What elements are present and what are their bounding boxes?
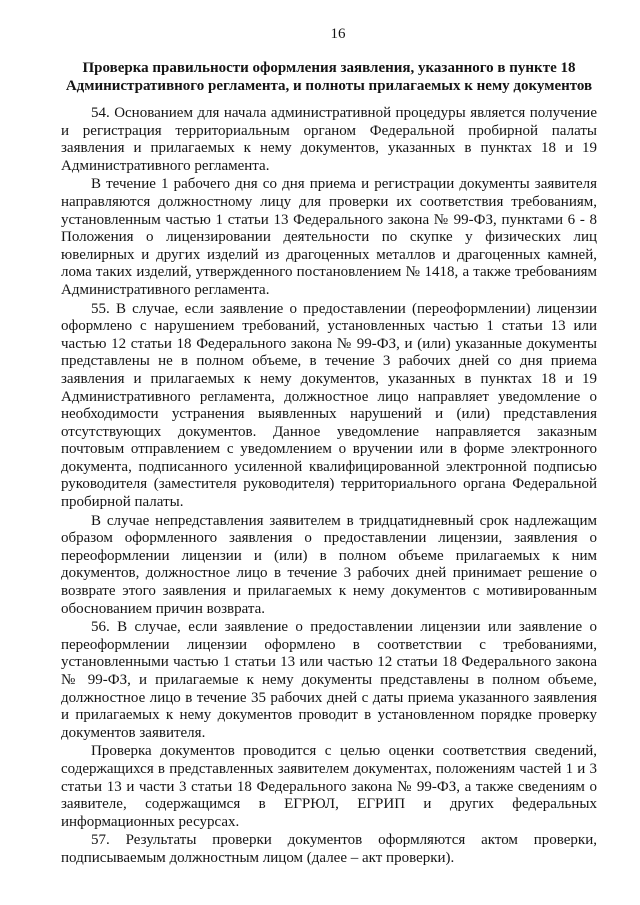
section-heading — [61, 59, 597, 95]
document-page — [61, 24, 597, 868]
paragraph-55: 55. В случае, если заявление о предоставлении (переоформлении) лицензии оформлено с нарушением требований, установленных частью 1 статьи 13 или частью 12 статьи 18 Федерального закона № 99-ФЗ, и (или) указанные документы представлены не в полном объеме, в течение 3 рабочих дней со дня приема заявления и прилагаемых к нему документов, указанных в пунктах 18 и 19 Административного регламента, должностное лицо направляет уведомление о необходимости устранения выявленных нарушений и (или) представления отсутствующих документов. Данное уведомление направляется заказным почтовым отправлением с уведомлением о вручении или в форме электронного документа, подписанного усиленной квалифицированной электронной подписью руководителя (заместителя руководителя) территориального органа Федеральной пробирной палаты. — [61, 300, 597, 511]
section-heading-line-1: Проверка правильности оформления заявления, указанного в пункте 18 — [82, 60, 576, 76]
paragraph-54-continued: В течение 1 рабочего дня со дня приема и регистрации документы заявителя направляются должностному лицу для проверки их соответствия требованиям, установленным частью 1 статьи 13 Федерального закона № 99-ФЗ, пунктами 6 - 8 Положения о лицензировании деятельности по скупке у физических лиц ювелирных и других изделий из драгоценных металлов и драгоценных камней, лома таких изделий, утвержденного постановлением № 1418, а также требованиям Административного регламента. — [61, 176, 597, 298]
paragraph-56: 56. В случае, если заявление о предоставлении лицензии или заявление о переоформлении лицензии оформлено в соответствии с требованиями, установленными частью 1 статьи 13 или частью 12 статьи 18 Федерального закона № 99-ФЗ, и прилагаемые к нему документы представлены в полном объеме, должностное лицо в течение 35 рабочих дней с даты приема указанного заявления и прилагаемых к нему документов проводит в установленном порядке проверку документов заявителя. — [61, 619, 597, 741]
paragraph-54: 54. Основанием для начала административной процедуры является получение и регистрация территориальным органом Федеральной пробирной палаты заявления и прилагаемых к нему документов, указанных в пунктах 18 и 19 Административного регламента. — [61, 105, 597, 174]
section-heading-line-2: Административного регламента, и полноты прилагаемых к нему документов — [65, 78, 593, 94]
page-number: 16 — [330, 26, 346, 42]
paragraph-56-continued: Проверка документов проводится с целью оценки соответствия сведений, содержащихся в представленных заявителем документах, положениям частей 1 и 3 статьи 13 и части 3 статьи 18 Федерального закона № 99-ФЗ, а также сведениям о заявителе, содержащимся в ЕГРЮЛ, ЕГРИП и других федеральных информационных ресурсах. — [61, 743, 597, 830]
paragraph-55-continued: В случае непредставления заявителем в тридцатидневный срок надлежащим образом оформленного заявления о предоставлении лицензии, заявления о переоформлении лицензии и (или) в полном объеме прилагаемых к ним документов, должностное лицо в течение 3 рабочих дней принимает решение о возврате этого заявления и прилагаемых к нему документов с мотивированным обоснованием причин возврата. — [61, 512, 597, 617]
paragraph-57: 57. Результаты проверки документов оформляются актом проверки, подписываемым должностным лицом (далее – акт проверки). — [61, 832, 597, 866]
